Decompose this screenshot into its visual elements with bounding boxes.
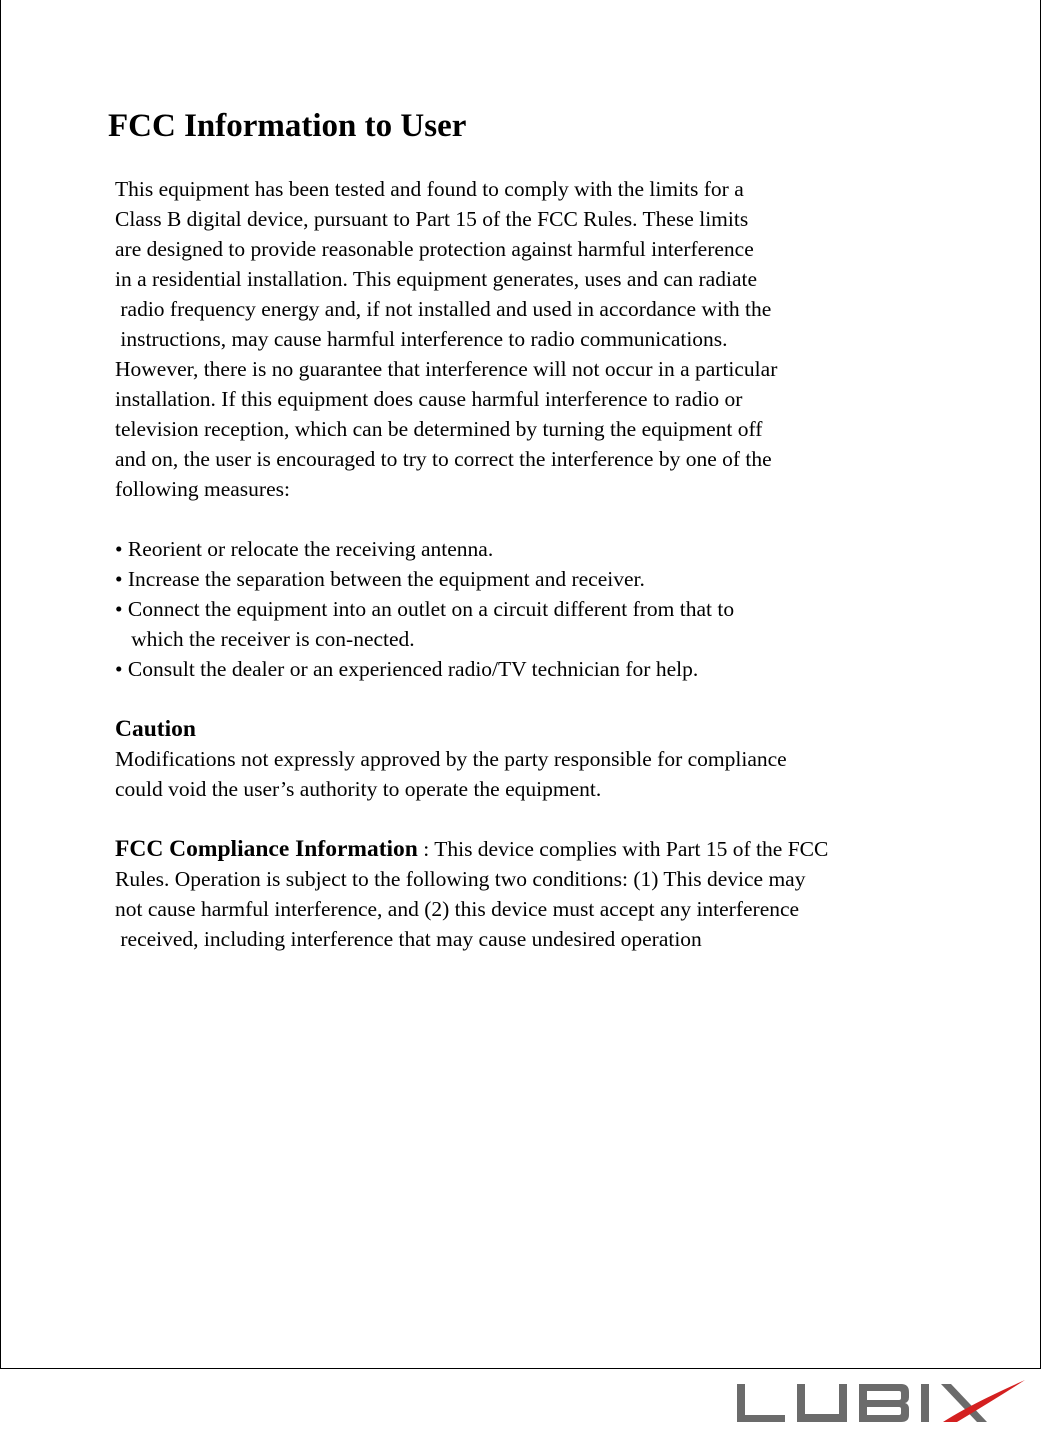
caution-heading: Caution [115, 716, 196, 742]
compliance-first-line [115, 834, 1015, 864]
intro-line: However, there is no guarantee that interference will not occur in a particular [115, 357, 778, 381]
intro-line: are designed to provide reasonable protection against harmful interference [115, 237, 754, 261]
spacer [115, 804, 1015, 834]
intro-line: television reception, which can be determined by turning the equipment off [115, 417, 763, 441]
intro-line: in a residential installation. This equipment generates, uses and can radiate [115, 267, 758, 291]
list-item: which the receiver is con-nected. [115, 627, 415, 651]
caution-section [115, 714, 1015, 804]
compliance-section [115, 834, 1015, 954]
lubix-logo [735, 1378, 1027, 1424]
caution-line: Modifications not expressly approved by the party responsible for compliance [115, 747, 787, 771]
intro-line: instructions, may cause harmful interference to radio communications. [115, 327, 728, 351]
intro-line: following measures: [115, 477, 290, 501]
intro-line: This equipment has been tested and found to comply with the limits for a [115, 177, 744, 201]
compliance-line: received, including interference that may cause undesired operation [115, 927, 702, 951]
intro-line: Class B digital device, pursuant to Part 15 of the FCC Rules. These limits [115, 207, 749, 231]
measures-list [115, 534, 1015, 684]
list-item: • Increase the separation between the equipment and receiver. [115, 567, 645, 591]
compliance-heading: FCC Compliance Information [115, 836, 418, 862]
document-body [115, 174, 1015, 954]
spacer [115, 504, 1015, 534]
list-item: • Reorient or relocate the receiving antenna. [115, 537, 494, 561]
compliance-intro: : This device complies with Part 15 of the FCC [417, 837, 829, 861]
intro-paragraph [115, 174, 1015, 504]
compliance-line: Rules. Operation is subject to the following two conditions: (1) This device may [115, 867, 806, 891]
list-item: • Consult the dealer or an experienced radio/TV technician for help. [115, 657, 699, 681]
compliance-line: not cause harmful interference, and (2) this device must accept any interference [115, 897, 800, 921]
intro-line: and on, the user is encouraged to try to correct the interference by one of the [115, 447, 772, 471]
page-title: FCC Information to User [108, 108, 467, 144]
spacer [115, 684, 1015, 714]
intro-line: installation. If this equipment does cause harmful interference to radio or [115, 387, 743, 411]
intro-line: radio frequency energy and, if not installed and used in accordance with the [115, 297, 772, 321]
caution-line: could void the user’s authority to operate the equipment. [115, 777, 602, 801]
list-item: • Connect the equipment into an outlet on a circuit different from that to [115, 597, 735, 621]
